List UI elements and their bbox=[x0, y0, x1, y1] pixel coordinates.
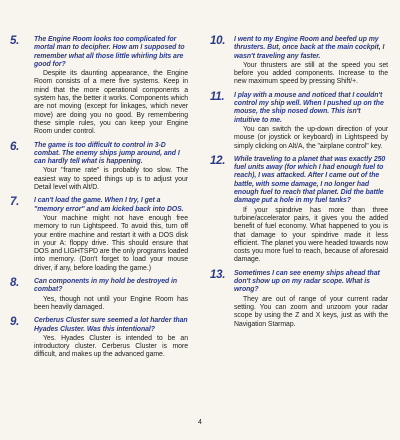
faq-question: I can't load the game. When I try, I get a "memory error" and am kicked back into DOS. bbox=[34, 197, 184, 213]
page-number: 4 bbox=[198, 419, 202, 426]
faq-item-10 bbox=[210, 36, 388, 87]
faq-item-5 bbox=[10, 36, 188, 137]
faq-number: 8. bbox=[10, 277, 19, 290]
faq-answer bbox=[34, 296, 188, 313]
faq-answer bbox=[34, 167, 188, 192]
faq-answer-text: If your spindrive has more than three turbine/accelerator pairs, it gives you the added benefit of fuel economy. What happened to you is that damage to your spindrive made it less efficient. The planet you were headed towards now costs you more fuel to reach, because of aforesaid damage. bbox=[234, 206, 388, 264]
faq-answer bbox=[34, 335, 188, 360]
faq-answer bbox=[234, 126, 388, 151]
faq-number: 9. bbox=[10, 316, 19, 329]
faq-answer-text: Your "frame rate" is probably too slow. The easiest way to speed things up is to adjust your Detail level with Alt/D. bbox=[34, 167, 188, 192]
faq-question: The Engine Room looks too complicated for mortal man to decipher. How am I supposed to remember what all those little whirling bits are good for? bbox=[34, 36, 185, 68]
faq-number: 11. bbox=[210, 90, 225, 103]
faq-question: I play with a mouse and noticed that I couldn't control my ship well. When I pushed up on the mouse, the ship nosed down. This isn't intuitive to me. bbox=[234, 91, 384, 124]
faq-number: 5. bbox=[10, 35, 19, 47]
faq-answer-text: Yes, though not until your Engine Room has been heavily damaged. bbox=[34, 295, 188, 311]
faq-answer-text: Yes. Hyades Cluster is intended to be an introductory cluster. Cerberus Cluster is more difficult, and makes up the advanced game. bbox=[34, 334, 188, 359]
faq-number: 13. bbox=[210, 268, 226, 281]
right-column bbox=[210, 36, 388, 334]
faq-answer bbox=[234, 207, 388, 265]
faq-question: Cerberus Cluster sure seemed a lot harder than Hyades Cluster. Was this intentional? bbox=[34, 317, 188, 333]
faq-answer-text: They are out of range of your current radar setting. You can zoom and unzoom your radar scope by using the Z and X keys, just as with the Navigation Starmap. bbox=[234, 295, 388, 328]
faq-item-13 bbox=[210, 270, 388, 329]
faq-number: 7. bbox=[10, 196, 19, 209]
faq-question: While traveling to a planet that was exactly 250 fuel units away (for which I had enough fuel to reach), I was attacked. After I came out of the battle, with some damage, I no longer had enough fuel to reach that planet. Did the battle damage put a hole in my fuel tanks? bbox=[234, 155, 386, 205]
faq-item-6 bbox=[10, 142, 188, 193]
left-column bbox=[10, 36, 188, 365]
faq-question: I went to my Engine Room and beefed up my thrusters. But, once back at the main cockpit, I wasn't traveling any faster. bbox=[234, 36, 385, 60]
faq-item-8 bbox=[10, 278, 188, 312]
faq-answer-text: Despite its daunting appearance, the Engine Room consists of a mere five systems. Keep in mind that the more operational components a system has, the better it works. Components which are not moving (except for linkages, which never move) are doing you no good. By remembering these simple rules, you can keep your Engine Room under control. bbox=[34, 70, 188, 136]
faq-answer-text: Your machine might not have enough free memory to run Lightspeed. To avoid this, turn off your entire machine and restart it with a DOS disk in your A: floppy drive. This should ensure that DOS and LIGHTSPD are the only programs loaded into memory. (Don't forget to load your mouse driver, if any, before loading the game.) bbox=[34, 214, 189, 272]
faq-answer bbox=[34, 70, 188, 136]
faq-item-7 bbox=[10, 197, 188, 273]
faq-item-11 bbox=[210, 92, 388, 151]
faq-number: 12. bbox=[210, 154, 226, 167]
faq-number: 6. bbox=[10, 140, 19, 153]
faq-answer bbox=[234, 62, 388, 87]
faq-answer bbox=[34, 215, 188, 273]
faq-answer bbox=[234, 296, 388, 329]
faq-answer-text: Your thrusters are still at the speed you set before you added components. Increase to the new maximum speed by pressing Shift/+. bbox=[234, 61, 388, 86]
faq-item-12 bbox=[210, 156, 388, 265]
faq-number: 10. bbox=[210, 35, 226, 47]
faq-answer-text: You can switch the up-down direction of your mouse (or joystick or keyboard) in Lightspeed by simply clicking on Alt/A, the "airplane control" key. bbox=[234, 125, 388, 150]
faq-question: The game is too difficult to control in 3-D combat. The enemy ships jump around, and I can hardly tell what is happening. bbox=[34, 141, 180, 166]
faq-item-9 bbox=[10, 317, 188, 359]
faq-question: Can components in my hold be destroyed in combat? bbox=[34, 278, 178, 294]
faq-question: Sometimes I can see enemy ships ahead that don't show up on my radar scope. What is wrong? bbox=[234, 269, 380, 294]
